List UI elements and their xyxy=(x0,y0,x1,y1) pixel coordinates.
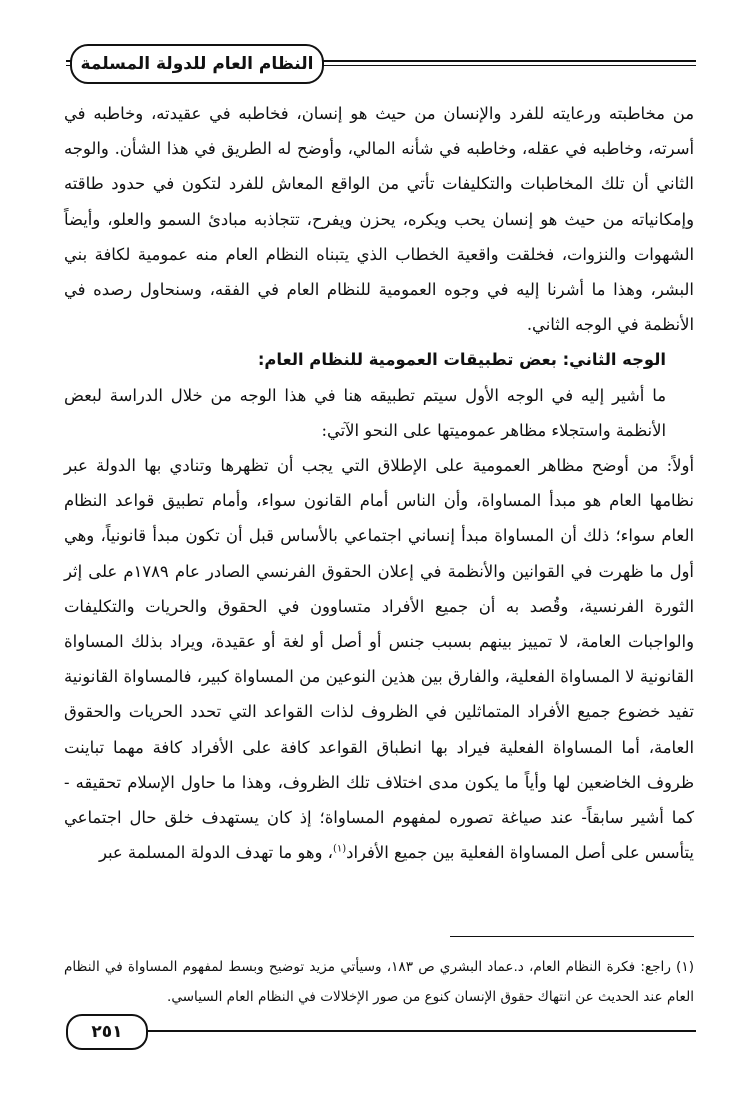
body-text xyxy=(64,96,694,870)
page-number-box xyxy=(66,1014,148,1050)
section-heading: الوجه الثاني: بعض تطبيقات العمومية للنظام العام: xyxy=(257,350,666,370)
running-header xyxy=(70,44,324,84)
paragraph-3-text: أولاً: من أوضح مظاهر العمومية على الإطلاق التي يجب أن تظهرها وتنادي بها الدولة عبر نظامها العام هو مبدأ المساواة، وأن الناس أمام القانون سواء، وأمام تطبيق قواعد النظام العام سواء؛ ذلك أن المساواة مبدأ إنساني اجتماعي بالأساس قبل أن تكون مبدأ قانونياً، وهي أول ما ظهرت في القوانين والأنظمة في إعلان الحقوق الفرنسي الصادر عام ١٧٨٩م على إثر الثورة الفرنسية، وقُصد به أن جميع الأفراد متساوون في الحقوق والحريات والتكليفات والواجبات العامة، لا تمييز بينهم بسبب جنس أو أصل أو لغة أو عقيدة، ويراد بذلك المساواة القانونية لا المساواة الفعلية، والفارق بين هذين النوعين من المساواة كبير، فالمساواة القانونية تفيد خضوع جميع الأفراد المتماثلين في الظروف لذات القواعد التي تحدد الحريات والحقوق العامة، أما المساواة الفعلية فيراد بها انطباق القواعد كافة على الأفراد كافة مهما تباينت ظروف الخاضعين لها وأياً ما يكون مدى اختلاف تلك الظروف، وهذا ما حاول الإسلام تحقيقه - كما أشير سابقاً- عند صياغة تصوره لمفهوم المساواة؛ إذ كان يستهدف خلق حال اجتماعي يتأسس على أصل المساواة الفعلية بين جميع الأفراد xyxy=(64,456,694,863)
footnote-reference: (١) xyxy=(332,843,347,855)
footnote-text: (١) راجع: فكرة النظام العام، د.عماد البشري ص ١٨٣، وسيأتي مزيد توضيح وبسط لمفهوم المساواة في النظام العام عند الحديث عن انتهاك حقوق الإنسان كنوع من صور الإخلالات في النظام العام السياسي. xyxy=(64,959,694,1005)
footnote-rule xyxy=(450,936,694,937)
running-header-title: النظام العام للدولة المسلمة xyxy=(80,54,314,74)
paragraph-3-tail: ، وهو ما تهدف الدولة المسلمة عبر xyxy=(98,843,333,863)
paragraph-2: ما أشير إليه في الوجه الأول سيتم تطبيقه هنا في هذا الوجه من خلال الدراسة لبعض الأنظمة واستجلاء مظاهر عموميتها على النحو الآتي: xyxy=(64,385,666,440)
page-number: ٢٥١ xyxy=(91,1022,123,1042)
paragraph-3 xyxy=(64,448,694,870)
page-number-rule xyxy=(66,1030,696,1032)
paragraph-1: من مخاطبته ورعايته للفرد والإنسان من حيث هو إنسان، فخاطبه في عقيدته، وخاطبه في أسرته، وخاطبه في عقله، وخاطبه في شأنه المالي، وأوضح له الطريق في هذا الشأن. والوجه الثاني أن تلك المخاطبات والتكليفات تأتي من الواقع المعاش للفرد لتكون في حدود طاقته وإمكانياته من حيث هو إنسان يحب ويكره، يحزن ويفرح، تتجاذبه مبادئ السمو والعلو، وأيضاً الشهوات والنزوات، فخلقت واقعية الخطاب الذي يتبناه النظام العام منه عمومية لكافة بني البشر، وهذا ما أشرنا إليه في وجوه العمومية للنظام العام في الفقه، وسنحاول رصده في الأنظمة في الوجه الثاني. xyxy=(64,104,694,335)
footnote xyxy=(64,952,694,1012)
